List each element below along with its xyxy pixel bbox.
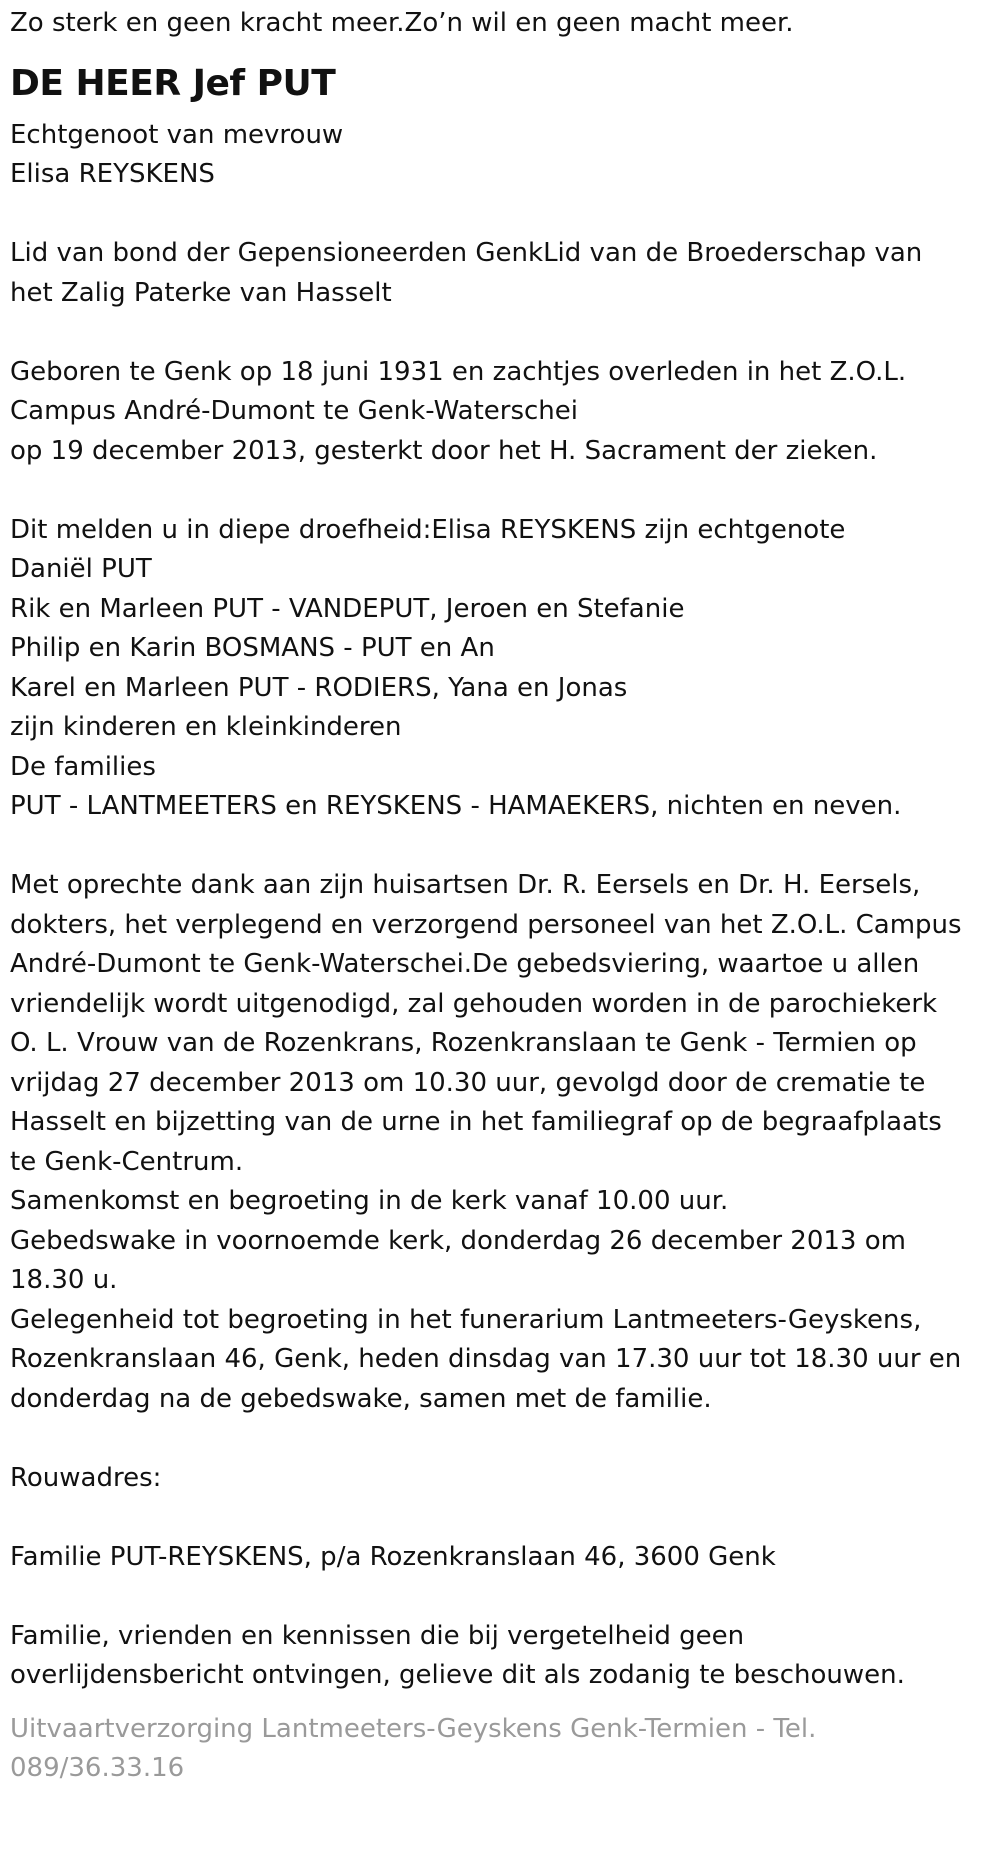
footer-line: Uitvaartverzorging Lantmeeters-Geyskens Genk-Termien - Tel. — [10, 1713, 817, 1744]
family-line: Daniël PUT — [10, 554, 152, 584]
family-line: Dit melden u in diepe droefheid:Elisa REYSKENS zijn echtgenote — [10, 514, 846, 545]
thanks-ceremony-block — [10, 866, 990, 1419]
motto: Zo sterk en geen kracht meer.Zo’n wil en geen macht meer. — [10, 8, 794, 38]
ceremony-line: Rozenkranslaan 46, Genk, heden dinsdag van 17.30 uur tot 18.30 uur en — [10, 1344, 962, 1374]
footer-line: 089/36.33.16 — [10, 1753, 185, 1783]
ceremony-line: Samenkomst en begroeting in de kerk vanaf 10.00 uur. — [10, 1186, 729, 1216]
ceremony-line: dokters, het verplegend en verzorgend personeel van het Z.O.L. Campus — [10, 909, 962, 940]
spacer — [10, 195, 990, 235]
ceremony-line: te Genk-Centrum. — [10, 1146, 244, 1177]
mourning-address: Familie PUT-REYSKENS, p/a Rozenkranslaan 46, 3600 Genk — [10, 1541, 776, 1572]
closing-block — [10, 1617, 990, 1696]
spouse-block — [10, 116, 990, 195]
family-line: Rik en Marleen PUT - VANDEPUT, Jeroen en Stefanie — [10, 593, 685, 624]
ceremony-line: 18.30 u. — [10, 1265, 118, 1295]
deceased-title: DE HEER Jef PUT — [10, 62, 336, 104]
family-block — [10, 511, 990, 827]
ceremony-line: Gebedswake in voornoemde kerk, donderdag 26 december 2013 om — [10, 1225, 906, 1256]
birth-death-block — [10, 353, 990, 472]
spacer — [10, 1419, 990, 1459]
ceremony-line: O. L. Vrouw van de Rozenkrans, Rozenkranslaan te Genk - Termien op — [10, 1028, 917, 1058]
family-line: De families — [10, 751, 156, 782]
family-line: PUT - LANTMEETERS en REYSKENS - HAMAEKERS, nichten en neven. — [10, 791, 902, 821]
birth-death-line: Geboren te Genk op 18 juni 1931 en zachtjes overleden in het Z.O.L. — [10, 356, 907, 387]
spacer — [10, 471, 990, 511]
address-label: Rouwadres: — [10, 1462, 162, 1493]
memberships-block — [10, 234, 990, 313]
funeral-director-footer — [10, 1710, 990, 1789]
ceremony-line: vrijdag 27 december 2013 om 10.30 uur, gevolgd door de crematie te — [10, 1067, 926, 1098]
ceremony-line: Met oprechte dank aan zijn huisartsen Dr. R. Eersels en Dr. H. Eersels, — [10, 870, 921, 900]
closing-line: Familie, vrienden en kennissen die bij vergetelheid geen — [10, 1620, 745, 1651]
ceremony-line: vriendelijk wordt uitgenodigd, zal gehouden worden in de parochiekerk — [10, 988, 938, 1019]
membership-line: het Zalig Paterke van Hasselt — [10, 277, 392, 308]
ceremony-line: Gelegenheid tot begroeting in het funerarium Lantmeeters-Geyskens, — [10, 1304, 922, 1335]
spacer — [10, 313, 990, 353]
birth-death-line: op 19 december 2013, gesterkt door het H. Sacrament der zieken. — [10, 435, 878, 466]
family-line: zijn kinderen en kleinkinderen — [10, 712, 402, 742]
spouse-line: Echtgenoot van mevrouw — [10, 119, 344, 150]
family-line: Philip en Karin BOSMANS - PUT en An — [10, 633, 495, 663]
ceremony-line: André-Dumont te Genk-Waterschei.De gebedsviering, waartoe u allen — [10, 949, 920, 979]
spacer — [10, 1498, 990, 1538]
membership-line: Lid van bond der Gepensioneerden GenkLid van de Broederschap van — [10, 238, 923, 268]
closing-line: overlijdensbericht ontvingen, gelieve dit als zodanig te beschouwen. — [10, 1660, 905, 1690]
ceremony-line: donderdag na de gebedswake, samen met de familie. — [10, 1383, 712, 1414]
spacer — [10, 1577, 990, 1617]
ceremony-line: Hasselt en bijzetting van de urne in het familiegraf op de begraafplaats — [10, 1107, 942, 1137]
birth-death-line: Campus André-Dumont te Genk-Waterschei — [10, 396, 579, 426]
spouse-line: Elisa REYSKENS — [10, 159, 215, 189]
family-line: Karel en Marleen PUT - RODIERS, Yana en Jonas — [10, 672, 628, 703]
spacer — [10, 827, 990, 867]
